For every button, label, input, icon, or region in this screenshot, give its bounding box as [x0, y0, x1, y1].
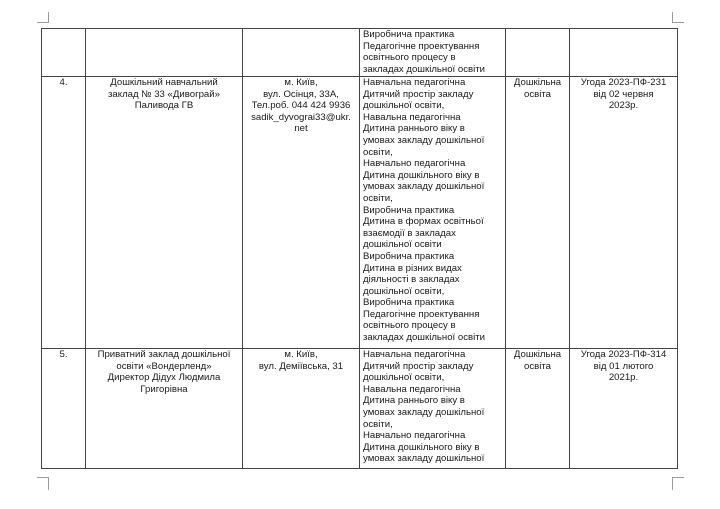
- practice-line: дошкільної освіти,: [363, 100, 445, 112]
- address-line: вул. Осінця, 33А,: [263, 88, 339, 100]
- institution-line: Директор Дідух Людмила: [107, 372, 221, 384]
- practice-line: Виробнича практика: [363, 250, 455, 262]
- agreement-line: 2021р.: [608, 372, 639, 384]
- table-row: [42, 349, 678, 469]
- table-row: [42, 29, 678, 77]
- agreement-line: Угода 2023-ПФ-314: [580, 349, 667, 360]
- practice-line: Дитина дошкільного віку в: [363, 441, 480, 453]
- practice-line: умовах закладу дошкільної: [363, 453, 485, 465]
- practices-cell: [360, 77, 506, 349]
- practice-line: Дитина раннього віку в: [363, 123, 465, 135]
- institution-cell: [86, 29, 243, 77]
- agreement-line: Угода 2023-ПФ-231: [580, 77, 667, 88]
- field-cell: [506, 29, 570, 77]
- practice-line: Дитячий простір закладу: [363, 88, 474, 100]
- practice-line: освітнього процесу в: [363, 320, 456, 332]
- row-number-cell: [42, 29, 86, 77]
- institution-cell: [86, 349, 243, 469]
- crop-mark-bottom-right-v: [672, 477, 673, 490]
- practice-line: Виробнича практика: [363, 297, 455, 309]
- institution-cell: [86, 77, 243, 349]
- institution-line: освіти «Вондерленд»: [116, 360, 212, 372]
- row-number: 5.: [59, 349, 68, 360]
- field-line: освіта: [524, 360, 551, 372]
- email-line: sadik_dyvograi33@ukr.: [251, 111, 351, 123]
- address-line: м. Київ,: [284, 77, 318, 88]
- practice-bases-table: [41, 28, 678, 469]
- practice-line: дошкільної освіти: [363, 239, 442, 251]
- practice-line: Навчально педагогічна: [363, 430, 466, 442]
- row-number-cell: [42, 349, 86, 469]
- practice-line: Дитина раннього віку в: [363, 395, 465, 407]
- crop-mark-top-left-v: [48, 12, 49, 23]
- crop-mark-top-right-v: [672, 12, 673, 23]
- practices-cell: [360, 349, 506, 469]
- practice-line: освіти,: [363, 192, 393, 204]
- address-cell: [243, 77, 360, 349]
- address-cell: [243, 29, 360, 77]
- row-number: 4.: [59, 77, 68, 88]
- address-line: Тел.роб. 044 424 9936: [251, 100, 351, 112]
- practice-line: Виробнича практика: [363, 204, 455, 216]
- practice-line: взаємодії в закладах: [363, 227, 456, 239]
- practice-line: дошкільної освіти,: [363, 372, 445, 384]
- field-line: освіта: [524, 88, 551, 100]
- field-cell: [506, 349, 570, 469]
- practice-line: Педагогічне проектування: [363, 308, 480, 320]
- agreement-cell: [570, 349, 678, 469]
- crop-mark-bottom-left-v: [48, 477, 49, 490]
- table-row: [42, 77, 678, 349]
- practice-line: Дитячий простір закладу: [363, 360, 474, 372]
- practice-line: Навальна педагогічна: [363, 383, 461, 395]
- crop-mark-top-right-h: [672, 22, 684, 23]
- institution-line: Приватний заклад дошкільної: [97, 349, 231, 360]
- agreement-cell: [570, 77, 678, 349]
- practice-line: умовах закладу дошкільної: [363, 406, 485, 418]
- field-line: Дошкільна: [513, 349, 562, 360]
- practice-line: освітнього процесу в: [363, 52, 456, 64]
- agreement-line: від 01 лютого: [593, 360, 654, 372]
- address-cell: [243, 349, 360, 469]
- practices-cell: [360, 29, 506, 77]
- practice-line: Навальна педагогічна: [363, 111, 461, 123]
- field-line: Дошкільна: [513, 77, 562, 88]
- practice-line: Дитина в формах освітньої: [363, 216, 484, 228]
- crop-mark-bottom-right-h: [672, 477, 684, 478]
- practice-line: Навчально педагогічна: [363, 158, 466, 170]
- institution-line: Григорівна: [140, 383, 188, 395]
- practice-line: закладах дошкільної освіти: [363, 332, 486, 344]
- address-line: вул. Деміївська, 31: [258, 360, 344, 372]
- practice-line: Виробнича практика: [363, 29, 455, 40]
- address-line: м. Київ,: [284, 349, 318, 360]
- agreement-cell: [570, 29, 678, 77]
- practice-line: освіти,: [363, 418, 393, 430]
- practice-line: діяльності в закладах: [363, 274, 460, 286]
- row-number-cell: [42, 77, 86, 349]
- institution-line: Дошкільний навчальний: [110, 77, 218, 88]
- institution-line: заклад № 33 «Дивограй»: [108, 88, 220, 100]
- field-cell: [506, 77, 570, 349]
- practice-line: Дитина дошкільного віку в: [363, 169, 480, 181]
- practice-line: освіти,: [363, 146, 393, 158]
- institution-line: Паливода ГВ: [134, 100, 194, 112]
- practice-line: Навчальна педагогічна: [363, 349, 466, 360]
- practice-line: дошкільної освіти,: [363, 285, 445, 297]
- practice-line: Навчальна педагогічна: [363, 77, 466, 88]
- practice-line: закладах дошкільної освіти: [363, 63, 486, 75]
- practice-line: Дитина в різних видах: [363, 262, 462, 274]
- agreement-line: від 02 червня: [593, 88, 654, 100]
- practice-line: Педагогічне проектування: [363, 40, 480, 52]
- agreement-line: 2023р.: [608, 100, 639, 112]
- practice-line: умовах закладу дошкільної: [363, 134, 485, 146]
- practice-line: умовах закладу дошкільної: [363, 181, 485, 193]
- email-line: net: [294, 123, 308, 135]
